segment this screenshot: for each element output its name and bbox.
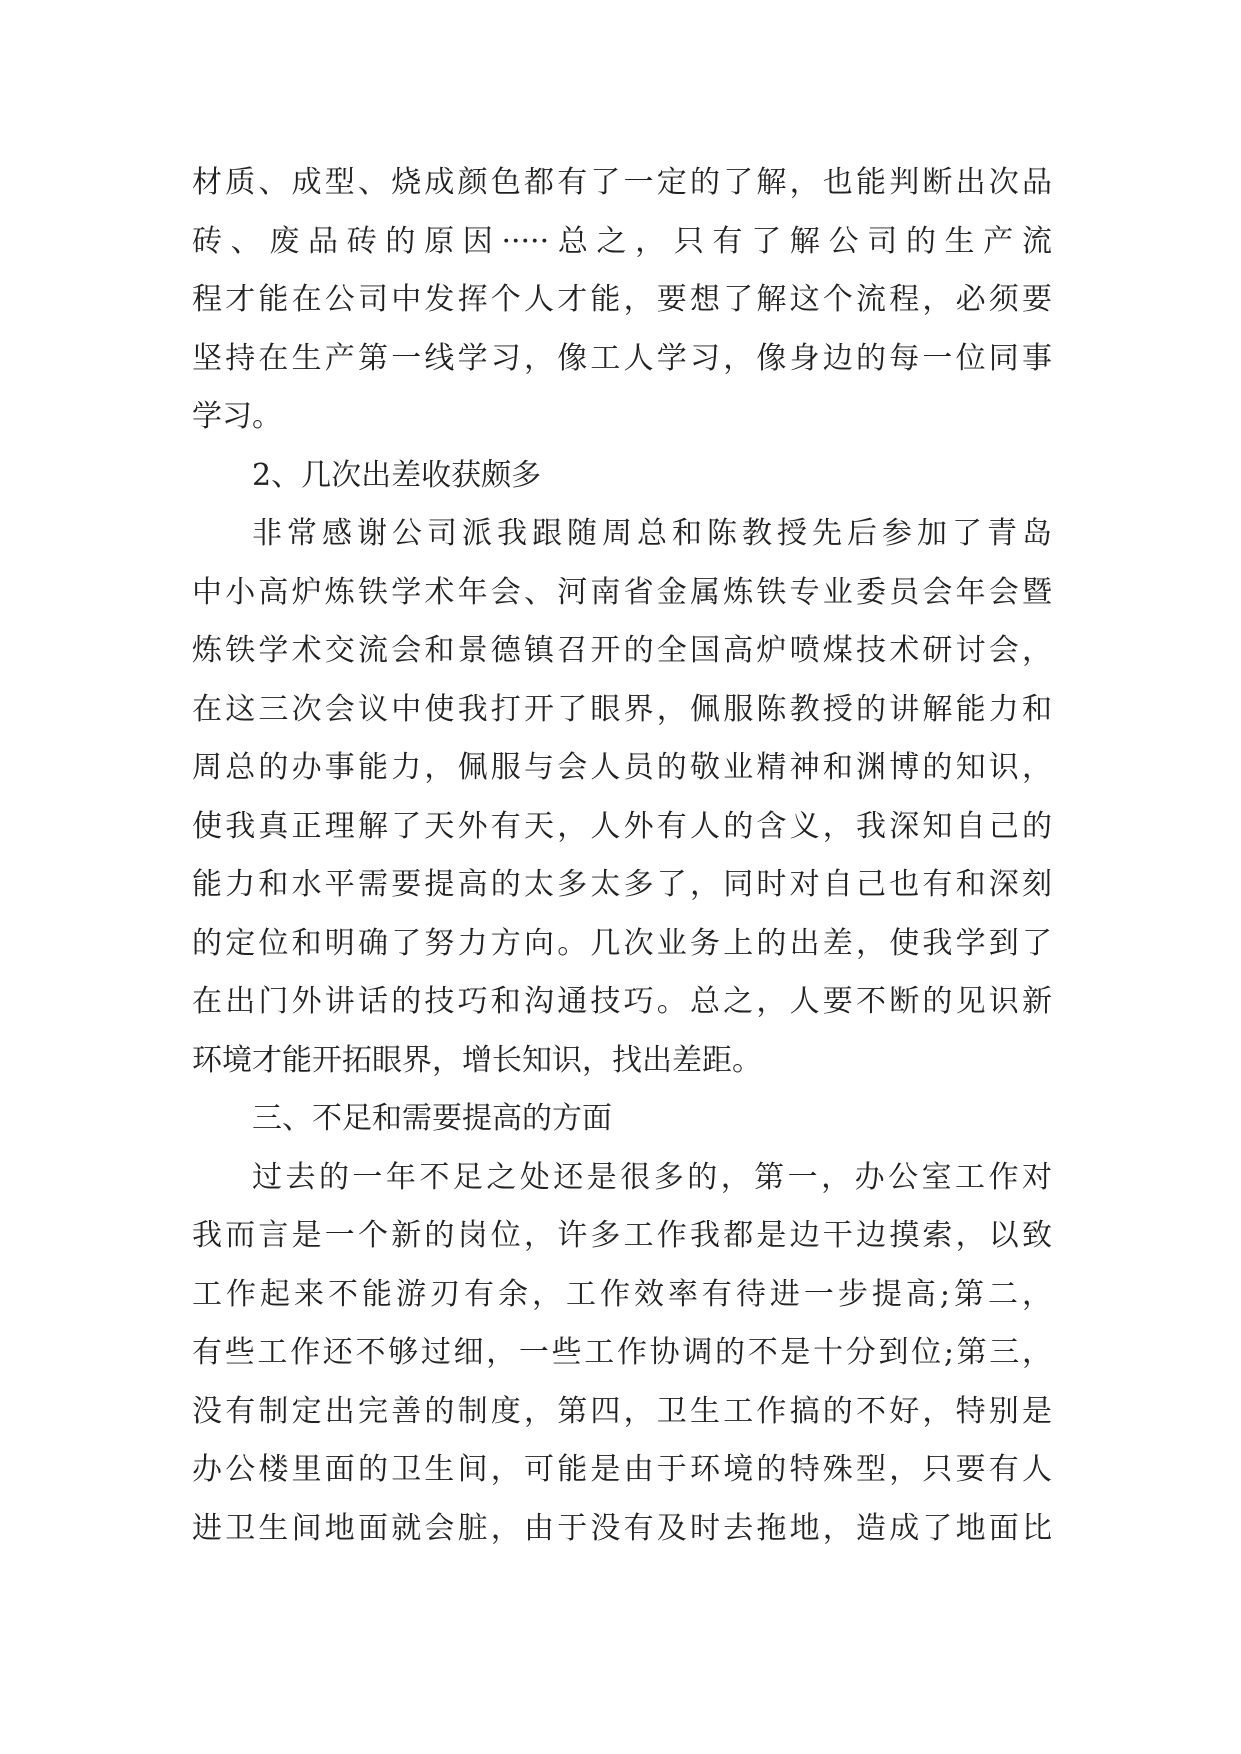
text-line: 炼铁学术交流会和景德镇召开的全国高炉喷煤技术研讨会， — [192, 633, 1052, 668]
text-line: 办公楼里面的卫生间，可能是由于环境的特殊型，只要有人 — [192, 1452, 1052, 1487]
text-line: 有些工作还不够过细，一些工作协调的不是十分到位;第三， — [192, 1335, 1052, 1370]
text-line: 环境才能开拓眼界，增长知识，找出差距。 — [192, 1042, 762, 1078]
text-line: 学习。 — [192, 399, 282, 434]
document-body — [192, 154, 1052, 1558]
text-line: 没有制定出完善的制度，第四，卫生工作搞的不好，特别是 — [192, 1393, 1052, 1429]
section-heading: 2、几次出差收获颇多 — [252, 457, 542, 493]
text-line: 我而言是一个新的岗位，许多工作我都是边干边摸索，以致 — [192, 1218, 1052, 1253]
text-line: 周总的办事能力，佩服与会人员的敬业精神和渊博的知识， — [192, 750, 1052, 785]
text-line: 在出门外讲话的技巧和沟通技巧。总之，人要不断的见识新 — [192, 984, 1052, 1019]
paragraph-first-line: 非常感谢公司派我跟随周总和陈教授先后参加了青岛 — [252, 516, 1052, 551]
text-line: 程才能在公司中发挥个人才能，要想了解这个流程，必须要 — [192, 282, 1052, 317]
text-line: 中小高炉炼铁学术年会、河南省金属炼铁专业委员会年会暨 — [192, 574, 1052, 610]
text-line: 砖、废品砖的原因·····总之，只有了解公司的生产流 — [192, 223, 1052, 259]
paragraph-first-line: 过去的一年不足之处还是很多的，第一，办公室工作对 — [252, 1159, 1052, 1195]
text-line: 使我真正理解了天外有天，人外有人的含义，我深知自己的 — [192, 808, 1052, 844]
section-heading: 三、不足和需要提高的方面 — [252, 1101, 612, 1136]
text-line: 能力和水平需要提高的太多太多了，同时对自己也有和深刻 — [192, 867, 1052, 902]
text-line: 工作起来不能游刃有余，工作效率有待进一步提高;第二， — [192, 1276, 1052, 1312]
text-line: 在这三次会议中使我打开了眼界，佩服陈教授的讲解能力和 — [192, 691, 1052, 727]
text-line: 进卫生间地面就会脏，由于没有及时去拖地，造成了地面比 — [192, 1510, 1052, 1546]
text-line: 材质、成型、烧成颜色都有了一定的了解，也能判断出次品 — [192, 165, 1052, 200]
text-line: 坚持在生产第一线学习，像工人学习，像身边的每一位同事 — [192, 340, 1052, 376]
text-line: 的定位和明确了努力方向。几次业务上的出差，使我学到了 — [192, 925, 1052, 961]
